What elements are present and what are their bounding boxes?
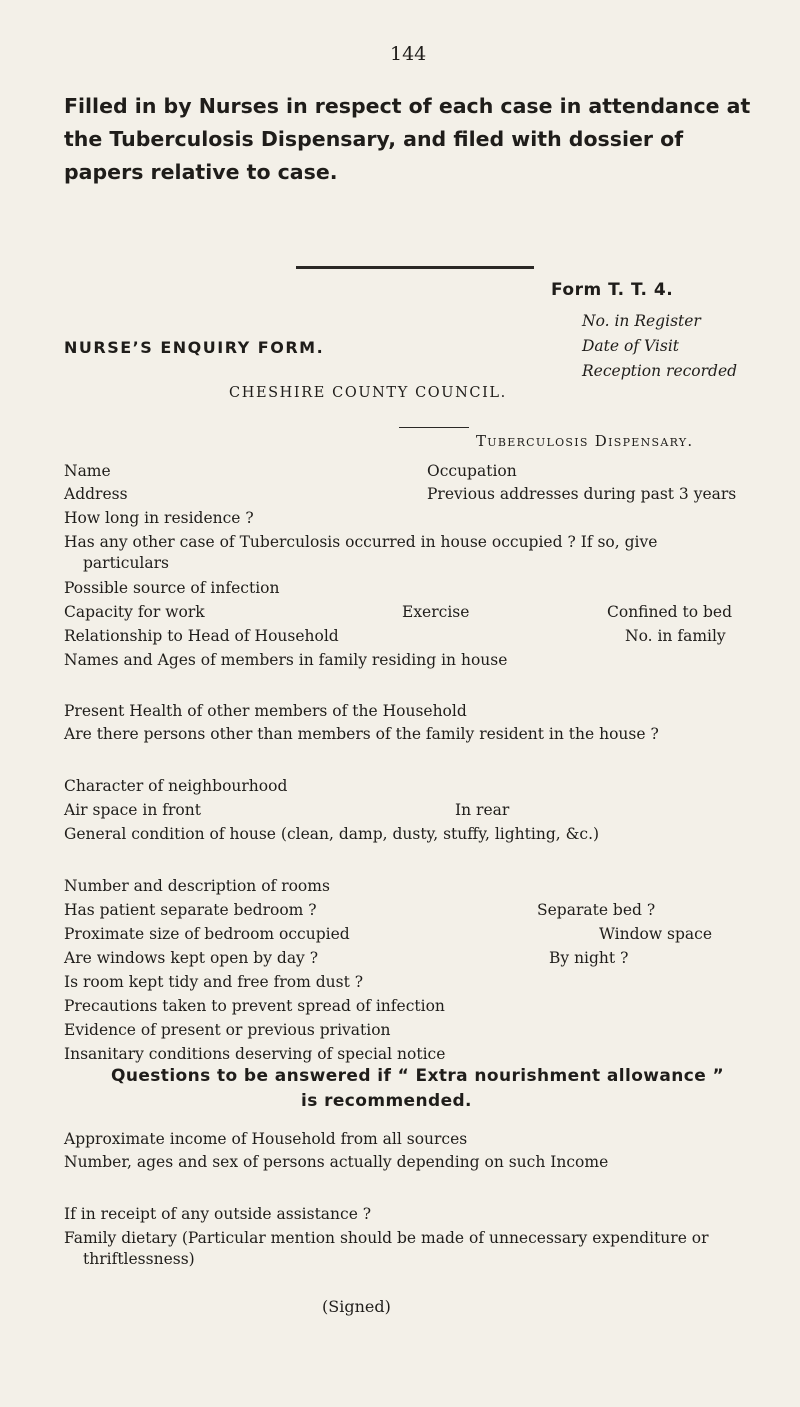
nourishment-heading: Questions to be answered if “ Extra nourishment allowance ” xyxy=(111,1066,725,1086)
names-ages-label: Names and Ages of members in family residing in house xyxy=(64,651,508,669)
room-tidy-label: Is room kept tidy and free from dust ? xyxy=(64,973,364,991)
window-space-label: Window space xyxy=(599,925,713,943)
air-front-label: Air space in front xyxy=(64,801,201,819)
dispensary-heading: Tuberculosis Dispensary. xyxy=(476,432,694,450)
dietary-continued: thriftlessness) xyxy=(83,1250,195,1268)
present-health-label: Present Health of other members of the Household xyxy=(64,702,467,720)
page-number: 144 xyxy=(390,43,427,65)
reception-recorded-label: Reception recorded xyxy=(582,362,738,380)
how-long-label: How long in residence ? xyxy=(64,509,254,527)
insanitary-label: Insanitary conditions deserving of special notice xyxy=(64,1045,446,1063)
other-case-label: Has any other case of Tuberculosis occurred in house occupied ? If so, give xyxy=(64,533,658,551)
separate-bedroom-label: Has patient separate bedroom ? xyxy=(64,901,317,919)
form-title: NURSE’S ENQUIRY FORM. xyxy=(64,338,325,357)
short-divider xyxy=(399,427,469,428)
intro-heading: Filled in by Nurses in respect of each case in attendance at the Tuberculosis Dispensary, and filed with dossier of papers relative to case. xyxy=(64,94,751,184)
other-persons-label: Are there persons other than members of the family resident in the house ? xyxy=(64,725,659,743)
dependants-label: Number, ages and sex of persons actually depending on such Income xyxy=(64,1153,609,1171)
character-label: Character of neighbourhood xyxy=(64,777,288,795)
capacity-label: Capacity for work xyxy=(64,603,205,621)
no-in-family-label: No. in family xyxy=(625,627,726,645)
occupation-label: Occupation xyxy=(427,462,517,480)
windows-open-label: Are windows kept open by day ? xyxy=(64,949,319,967)
signed-label: (Signed) xyxy=(322,1297,391,1316)
by-night-label: By night ? xyxy=(549,949,629,967)
address-label: Address xyxy=(64,485,128,503)
form-number: Form T. T. 4. xyxy=(551,280,674,300)
general-condition-label: General condition of house (clean, damp, dusty, stuffy, lighting, &c.) xyxy=(64,825,600,843)
privation-label: Evidence of present or previous privation xyxy=(64,1021,391,1039)
council-heading: CHESHIRE COUNTY COUNCIL. xyxy=(229,385,507,401)
confined-label: Confined to bed xyxy=(607,603,733,621)
exercise-label: Exercise xyxy=(402,603,470,621)
other-case-continued: particulars xyxy=(83,554,169,572)
dietary-label: Family dietary (Particular mention should be made of unnecessary expenditure or xyxy=(64,1229,709,1247)
relationship-label: Relationship to Head of Household xyxy=(64,627,339,645)
previous-addresses-label: Previous addresses during past 3 years xyxy=(427,485,737,503)
date-of-visit-label: Date of Visit xyxy=(582,337,680,355)
assistance-label: If in receipt of any outside assistance ? xyxy=(64,1205,372,1223)
proximate-size-label: Proximate size of bedroom occupied xyxy=(64,925,350,943)
precautions-label: Precautions taken to prevent spread of infection xyxy=(64,997,445,1015)
rooms-label: Number and description of rooms xyxy=(64,877,330,895)
nourishment-heading-continued: is recommended. xyxy=(301,1091,472,1111)
possible-source-label: Possible source of infection xyxy=(64,579,280,597)
in-rear-label: In rear xyxy=(455,801,510,819)
name-label: Name xyxy=(64,462,111,480)
separate-bed-label: Separate bed ? xyxy=(537,901,656,919)
divider-rule xyxy=(296,266,534,269)
income-label: Approximate income of Household from all sources xyxy=(64,1130,468,1148)
no-in-register-label: No. in Register xyxy=(582,312,701,330)
